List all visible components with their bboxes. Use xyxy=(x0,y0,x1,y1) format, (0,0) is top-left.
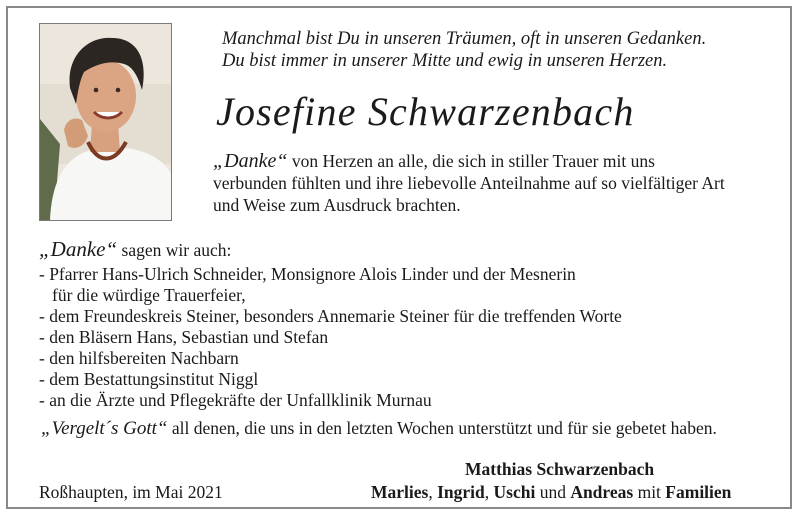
danke-auch-heading xyxy=(39,237,231,262)
portrait-image xyxy=(40,24,171,220)
list-item-continuation: für die würdige Trauerfeier, xyxy=(52,285,246,305)
signature-line-1: Matthias Schwarzenbach xyxy=(465,459,655,479)
vergelts-gott-text: all denen, die uns in den letzten Wochen unterstützt und für sie gebetet haben. xyxy=(167,418,717,438)
signature-andreas: Andreas xyxy=(570,482,634,502)
signature-und: und xyxy=(535,482,571,502)
signature-sep: , xyxy=(484,482,494,502)
thanks-intro-paragraph xyxy=(213,150,733,216)
danke-auch-text: sagen wir auch: xyxy=(117,240,232,260)
signature-line-2 xyxy=(371,482,731,503)
obituary-card xyxy=(6,6,792,509)
danke-auch-quote: „Danke“ xyxy=(39,237,118,261)
signature-ingrid: Ingrid xyxy=(437,482,485,502)
deceased-name: Josefine Schwarzenbach xyxy=(216,89,635,134)
list-item: - den Bläsern Hans, Sebastian und Stefan xyxy=(39,327,329,347)
thanks-list xyxy=(39,264,622,411)
list-item-text: - Pfarrer Hans-Ulrich Schneider, Monsignore Alois Linder und der Mesnerin xyxy=(39,264,576,284)
thanks-intro-text: von Herzen an alle, die sich in stiller Trauer mit uns verbunden fühlten und ihre liebevolle Anteilnahme auf so vielfältiger Art und Weise zum Ausdruck brachten. xyxy=(213,151,725,215)
list-item: - den hilfsbereiten Nachbarn xyxy=(39,348,239,368)
verse-line-2: Du bist immer in unserer Mitte und ewig in unseren Herzen. xyxy=(222,51,668,71)
signature-familien: Familien xyxy=(665,482,732,502)
portrait-photo xyxy=(39,23,172,221)
list-item xyxy=(39,264,622,306)
list-item: - dem Freundeskreis Steiner, besonders Annemarie Steiner für die treffenden Worte xyxy=(39,306,622,326)
memorial-verse xyxy=(222,28,706,72)
list-item: - an die Ärzte und Pflegekräfte der Unfallklinik Murnau xyxy=(39,390,432,410)
signature-mit: mit xyxy=(633,482,666,502)
signature-uschi: Uschi xyxy=(493,482,536,502)
signature-sep: , xyxy=(428,482,438,502)
vergelts-gott-quote: „Vergelt´s Gott“ xyxy=(41,418,168,439)
vergelts-gott-line xyxy=(41,418,717,440)
danke-quote: „Danke“ xyxy=(213,150,288,172)
place-date: Roßhaupten, im Mai 2021 xyxy=(39,482,223,502)
signature-marlies: Marlies xyxy=(371,482,429,502)
list-item: - dem Bestattungsinstitut Niggl xyxy=(39,369,259,389)
verse-line-1: Manchmal bist Du in unseren Träumen, oft in unseren Gedanken. xyxy=(222,29,707,49)
